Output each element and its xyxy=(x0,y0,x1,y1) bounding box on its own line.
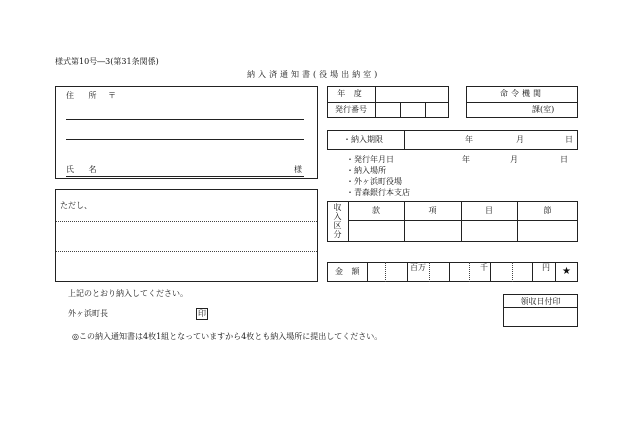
revenue-header-setsu: 節 xyxy=(543,206,552,215)
issue-date-year: 年 xyxy=(462,155,470,164)
deadline-divider xyxy=(404,130,405,150)
honorific: 様 xyxy=(294,165,302,174)
receipt-stamp-label: 領収日付印 xyxy=(520,297,561,306)
revenue-side-label-3: 区 xyxy=(333,221,342,230)
amount-col-2 xyxy=(449,262,450,282)
deadline-year: 年 xyxy=(465,135,473,144)
payment-place-label: ・納入場所 xyxy=(346,166,386,175)
revenue-header-kou: 項 xyxy=(428,206,437,215)
amount-digit-2 xyxy=(429,262,430,282)
order-table-divider xyxy=(466,102,578,103)
year-label: 年 度 xyxy=(337,89,365,98)
year-table-col-3 xyxy=(425,102,426,118)
issue-date-label: ・発行年月日 xyxy=(346,155,394,164)
year-table-col-2 xyxy=(400,102,401,118)
statement: 上記のとおり納入してください。 xyxy=(68,289,188,298)
payment-place-1: ・外ヶ浜町役場 xyxy=(346,177,402,186)
issue-date-day: 日 xyxy=(560,155,568,164)
form-code: 様式第10号―3(第31条関係) xyxy=(55,57,159,66)
address-line-2 xyxy=(66,139,304,140)
footnote: ◎この納入通知書は4枚1組となっていますから4枚とも納入場所に提出してください。 xyxy=(72,332,383,341)
note-dotted-line-1 xyxy=(56,221,317,222)
amount-box xyxy=(327,262,578,282)
amount-digit-3 xyxy=(469,262,470,282)
postal-mark: 〒 xyxy=(108,91,116,100)
mayor-label: 外ヶ浜町長 xyxy=(68,309,108,318)
amount-col-3 xyxy=(490,262,491,282)
revenue-header-kan: 款 xyxy=(372,206,380,215)
section-label: 課(室) xyxy=(532,105,555,114)
note-dotted-line-2 xyxy=(56,251,317,252)
deadline-label: ・納入期限 xyxy=(343,135,383,144)
unit-thousand: 千 xyxy=(480,263,488,272)
issue-date-month: 月 xyxy=(510,155,518,164)
year-table-col-1 xyxy=(375,86,376,118)
note-box xyxy=(55,189,318,282)
issue-number-label: 発行番号 xyxy=(335,105,367,114)
amount-label: 金 額 xyxy=(335,267,363,276)
revenue-side-label-4: 分 xyxy=(333,230,342,239)
amount-col-1 xyxy=(407,262,408,282)
revenue-header-moku: 目 xyxy=(485,206,493,215)
unit-yen: 円 xyxy=(542,263,550,272)
name-label: 氏 名 xyxy=(66,165,103,174)
unit-million: 百万 xyxy=(410,263,426,272)
deadline-month: 月 xyxy=(516,135,524,144)
address-label: 住 所 xyxy=(66,91,103,100)
page-title: 納入済通知書(役場出納室) xyxy=(247,70,381,79)
order-authority-label: 命令機関 xyxy=(500,89,544,98)
deadline-day: 日 xyxy=(565,135,573,144)
payment-place-2: ・青森銀行本支店 xyxy=(346,188,410,197)
name-line xyxy=(66,176,304,177)
seal-mark: 印 xyxy=(198,309,206,318)
amount-digit-4 xyxy=(512,262,513,282)
year-table-divider xyxy=(327,102,449,103)
receipt-stamp-divider xyxy=(503,307,578,308)
amount-col-4 xyxy=(532,262,533,282)
address-line-1 xyxy=(66,119,304,120)
revenue-side-label-2: 入 xyxy=(333,212,342,221)
amount-col-0 xyxy=(367,262,368,282)
note-label: ただし、 xyxy=(60,201,92,210)
amount-digit-1 xyxy=(385,262,386,282)
star-mark: ★ xyxy=(562,266,571,277)
revenue-side-label-1: 収 xyxy=(333,203,342,212)
revenue-header-divider xyxy=(348,220,578,221)
